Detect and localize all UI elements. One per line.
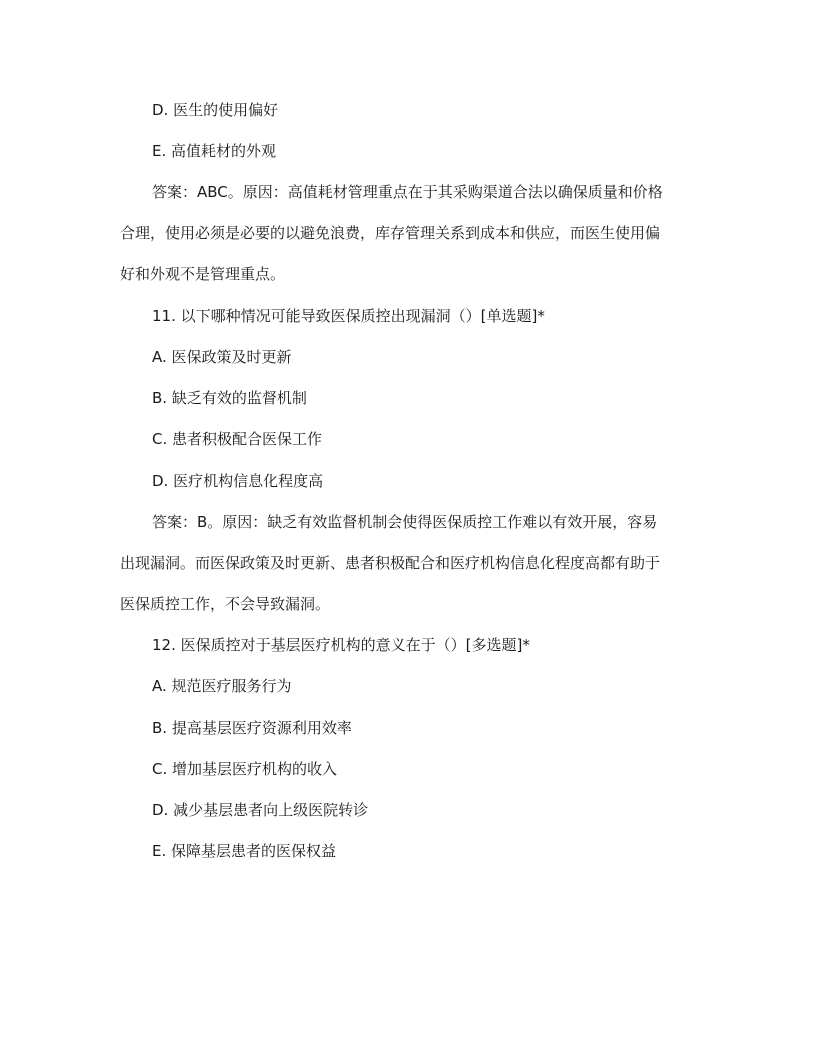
question-12-option-b: B. 提高基层医疗资源利用效率 (152, 719, 352, 737)
answer-11-line-1: 答案：B。原因：缺乏有效监督机制会使得医保质控工作难以有效开展，容易 (152, 513, 658, 531)
question-12-option-c: C. 增加基层医疗机构的收入 (152, 760, 338, 778)
question-12: 12. 医保质控对于基层医疗机构的意义在于（）[多选题]* (152, 636, 530, 654)
answer-10-line-1: 答案：ABC。原因：高值耗材管理重点在于其采购渠道合法以确保质量和价格 (152, 183, 663, 201)
answer-11-line-3: 医保质控工作，不会导致漏洞。 (120, 595, 331, 613)
question-11: 11. 以下哪种情况可能导致医保质控出现漏洞（）[单选题]* (152, 307, 545, 325)
question-12-option-a: A. 规范医疗服务行为 (152, 677, 292, 695)
question-12-option-e: E. 保障基层患者的医保权益 (152, 842, 337, 860)
question-12-option-d: D. 减少基层患者向上级医院转诊 (152, 801, 369, 819)
answer-11-line-2: 出现漏洞。而医保政策及时更新、患者积极配合和医疗机构信息化程度高都有助于 (120, 554, 661, 572)
question-11-option-d: D. 医疗机构信息化程度高 (152, 472, 324, 490)
option-d-previous: D. 医生的使用偏好 (152, 101, 279, 119)
option-e-previous: E. 高值耗材的外观 (152, 142, 277, 160)
question-11-option-a: A. 医保政策及时更新 (152, 348, 292, 366)
answer-10-line-3: 好和外观不是管理重点。 (120, 265, 286, 283)
question-11-option-b: B. 缺乏有效的监督机制 (152, 389, 307, 407)
answer-10-line-2: 合理，使用必须是必要的以避免浪费，库存管理关系到成本和供应，而医生使用偏 (120, 224, 661, 242)
question-11-option-c: C. 患者积极配合医保工作 (152, 430, 323, 448)
